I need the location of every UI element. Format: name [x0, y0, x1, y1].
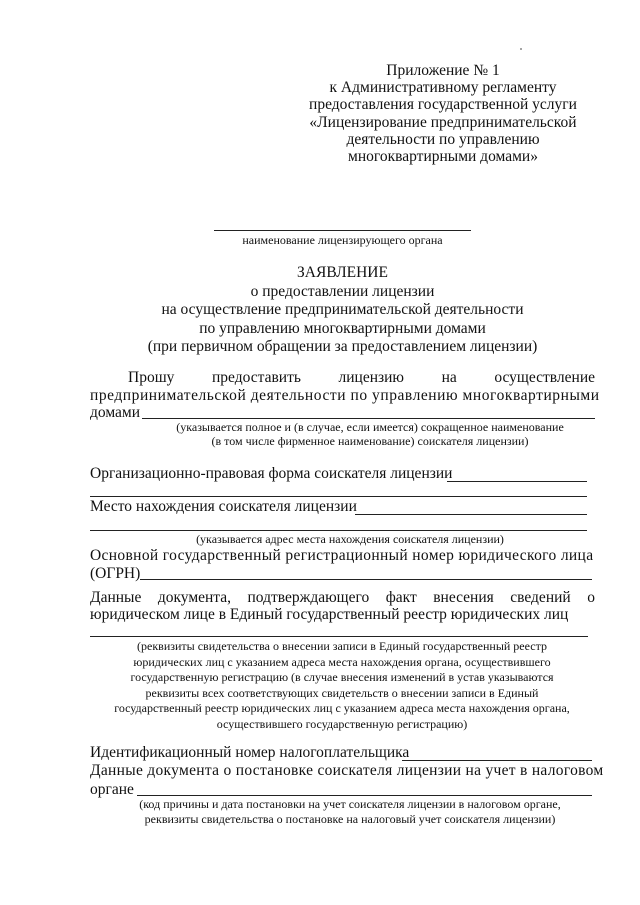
- scan-speck: [520, 48, 522, 50]
- egrul-hint-3: государственную регистрацию (в случае внесения изменений в устав указываются: [130, 670, 554, 685]
- location-field-continued[interactable]: [90, 530, 587, 531]
- request-word: осуществление: [494, 369, 595, 386]
- egrul-line-1: [90, 589, 595, 607]
- egrul-word: о: [587, 589, 595, 606]
- request-line-2: предпринимательской деятельности по управлению многоквартирными: [90, 387, 600, 404]
- appendix-line-2: к Административному регламенту: [329, 79, 557, 97]
- egrul-word: Данные: [90, 589, 142, 606]
- appendix-line-4: «Лицензирование предпринимательской: [309, 113, 577, 131]
- tax-field[interactable]: [137, 795, 592, 796]
- ogrn-line-1: Основной государственный регистрационный номер юридического лица: [90, 547, 594, 564]
- appendix-block: [296, 62, 590, 165]
- egrul-hint-block: [88, 639, 596, 733]
- tax-line-2: органе: [90, 781, 134, 798]
- appendix-line-6: многоквартирными домами»: [348, 148, 538, 166]
- title-line-2: на осуществление предпринимательской деятельности: [161, 301, 524, 318]
- org-form-label: Организационно-правовая форма соискателя лицензии: [90, 465, 453, 482]
- egrul-word: подтверждающего: [247, 589, 370, 606]
- request-line-3: домами: [90, 404, 141, 421]
- egrul-hint-5: государственный реестр юридических лиц с указанием адреса места нахождения органа,: [114, 701, 570, 716]
- request-word: на: [441, 369, 457, 386]
- inn-field[interactable]: [402, 760, 592, 761]
- request-word: предоставить: [211, 369, 301, 386]
- authority-field-line[interactable]: [214, 230, 471, 231]
- location-label: Место нахождения соискателя лицензии: [90, 498, 357, 515]
- egrul-word: сведений: [510, 589, 571, 606]
- location-hint: (указывается адрес места нахождения соискателя лицензии): [196, 532, 504, 546]
- title-line-1: о предоставлении лицензии: [250, 282, 435, 300]
- org-form-field-continued[interactable]: [90, 496, 587, 497]
- title-line-4: (при первичном обращении за предоставлением лицензии): [147, 338, 538, 355]
- org-form-field[interactable]: [447, 481, 587, 482]
- tax-hint-2: реквизиты свидетельства о постановке на налоговый учет соискателя лицензии): [144, 812, 556, 826]
- ogrn-line-2: (ОГРН): [90, 565, 141, 582]
- egrul-word: факт: [385, 589, 417, 606]
- tax-line-1: Данные документа о постановке соискателя лицензии на учет в налоговом: [90, 762, 604, 779]
- request-word: лицензию: [338, 369, 404, 386]
- applicant-name-field[interactable]: [142, 418, 595, 419]
- request-hint-2: (в том числе фирменное наименование) соискателя лицензии): [211, 434, 529, 448]
- appendix-line-3: предоставления государственной услуги: [309, 96, 577, 114]
- ogrn-field[interactable]: [140, 579, 592, 580]
- statement-title: ЗАЯВЛЕНИЕ: [297, 264, 388, 281]
- request-word: Прошу: [128, 369, 175, 386]
- egrul-line-2: юридическом лице в Единый государственный реестр юридических лиц: [90, 606, 569, 623]
- egrul-word: внесения: [433, 589, 494, 606]
- egrul-hint-4: реквизиты всех соответствующих свидетельств о внесении записи в Единый: [145, 685, 539, 700]
- egrul-hint-1: (реквизиты свидетельства о внесении записи в Единый государственный реестр: [137, 639, 547, 653]
- appendix-line-5: деятельности по управлению: [346, 130, 540, 148]
- title-line-3: по управлению многоквартирными домами: [199, 319, 486, 337]
- tax-hint-1: (код причины и дата постановки на учет соискателя лицензии в налоговом органе,: [139, 797, 561, 811]
- appendix-number: Приложение № 1: [386, 62, 500, 79]
- request-line-1: [128, 369, 595, 387]
- authority-caption: наименование лицензирующего органа: [242, 233, 443, 247]
- egrul-hint-2: юридических лиц с указанием адреса места нахождения органа, осуществившего: [133, 654, 551, 669]
- inn-label: Идентификационный номер налогоплательщика: [90, 744, 410, 761]
- title-block: [90, 264, 595, 357]
- egrul-field[interactable]: [90, 636, 588, 637]
- location-field[interactable]: [355, 514, 587, 515]
- request-hint-1: (указывается полное и (в случае, если имеется) сокращенное наименование: [176, 420, 564, 434]
- egrul-word: документа,: [157, 589, 232, 606]
- egrul-hint-6: осуществившего государственную регистрацию): [216, 716, 468, 731]
